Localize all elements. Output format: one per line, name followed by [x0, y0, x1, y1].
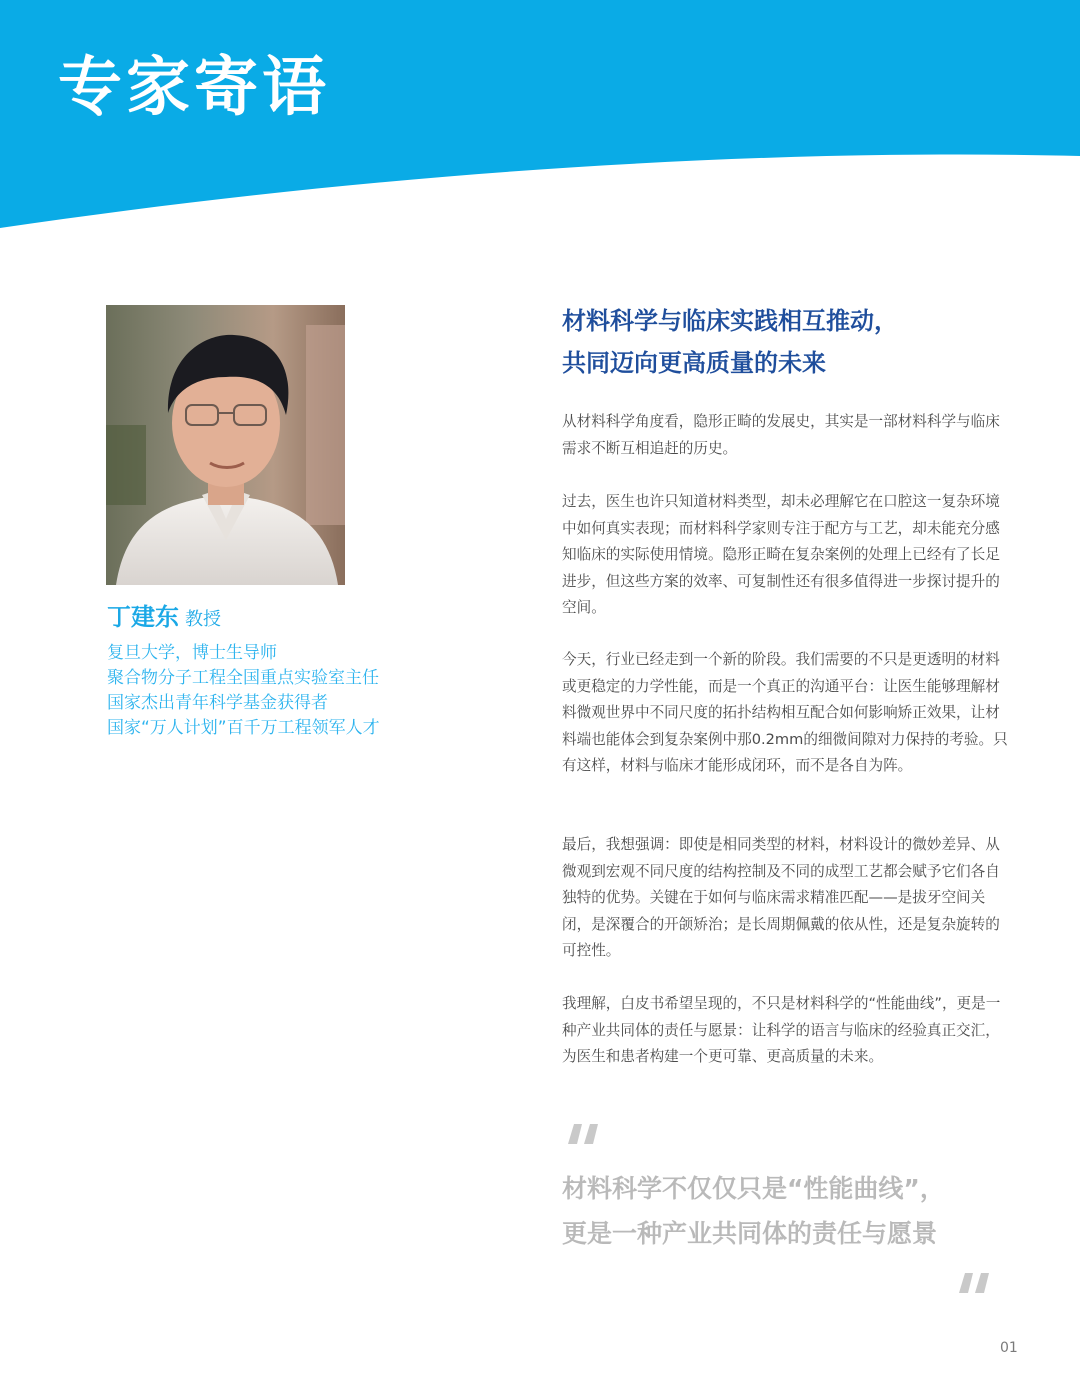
- article-heading-line: 材料科学与临床实践相互推动，: [562, 307, 898, 335]
- article-paragraph: 从材料科学角度看，隐形正畸的发展史，其实是一部材料科学与临床需求不断互相追赶的历史。: [562, 413, 1000, 457]
- credential-item: 复旦大学，博士生导师: [107, 643, 277, 663]
- expert-name: 丁建东: [107, 603, 179, 631]
- expert-rank: 教授: [185, 609, 221, 630]
- pull-quote-line: 更是一种产业共同体的责任与愿景: [562, 1219, 938, 1248]
- expert-credentials: [107, 641, 380, 741]
- page-number: 01: [1000, 1340, 1018, 1356]
- credential-item: 聚合物分子工程全国重点实验室主任: [107, 668, 379, 688]
- article-paragraph: 我理解，白皮书希望呈现的，不只是材料科学的“性能曲线”，更是一种产业共同体的责任与愿景：让科学的语言与临床的经验真正交汇，为医生和患者构建一个更可靠、更高质量的未来。: [562, 995, 1001, 1065]
- article-paragraph: 最后，我想强调：即使是相同类型的材料，材料设计的微妙差异、从微观到宏观不同尺度的结构控制及不同的成型工艺都会赋予它们各自独特的优势。关键在于如何与临床需求精准匹配——是拔牙空间关闭，是深覆合的开颌矫治；是长周期佩戴的依从性，还是复杂旋转的可控性。: [562, 836, 1000, 959]
- credential-item: 国家杰出青年科学基金获得者: [107, 693, 328, 713]
- article-paragraph: 今天，行业已经走到一个新的阶段。我们需要的不只是更透明的材料或更稳定的力学性能，而是一个真正的沟通平台：让医生能够理解材料微观世界中不同尺度的拓扑结构相互配合如何影响矫正效果，让材料端也能体会到复杂案例中那0.2mm的细微间隙对力保持的考验。只有这样，材料与临床才能形成闭环，而不是各自为阵。: [562, 651, 1008, 774]
- article-heading-line: 共同迈向更高质量的未来: [562, 349, 826, 377]
- pull-quote-line: 材料科学不仅仅只是“性能曲线”，: [562, 1174, 945, 1203]
- credential-item: 国家“万人计划”百千万工程领军人才: [107, 718, 380, 738]
- expert-name-line: [107, 600, 221, 637]
- open-quote-icon: [562, 1108, 602, 1158]
- article-heading: [562, 300, 898, 384]
- expert-portrait: [106, 305, 345, 585]
- article-paragraph: 过去，医生也许只知道材料类型，却未必理解它在口腔这一复杂环境中如何真实表现；而材料科学家则专注于配方与工艺，却未能充分感知临床的实际使用情境。隐形正畸在复杂案例的处理上已经有了长足进步，但这些方案的效率、可复制性还有很多值得进一步探讨提升的空间。: [562, 493, 1000, 616]
- pull-quote: [562, 1166, 945, 1256]
- close-quote-icon: [955, 1257, 995, 1307]
- page-title: 专家寄语: [58, 51, 330, 125]
